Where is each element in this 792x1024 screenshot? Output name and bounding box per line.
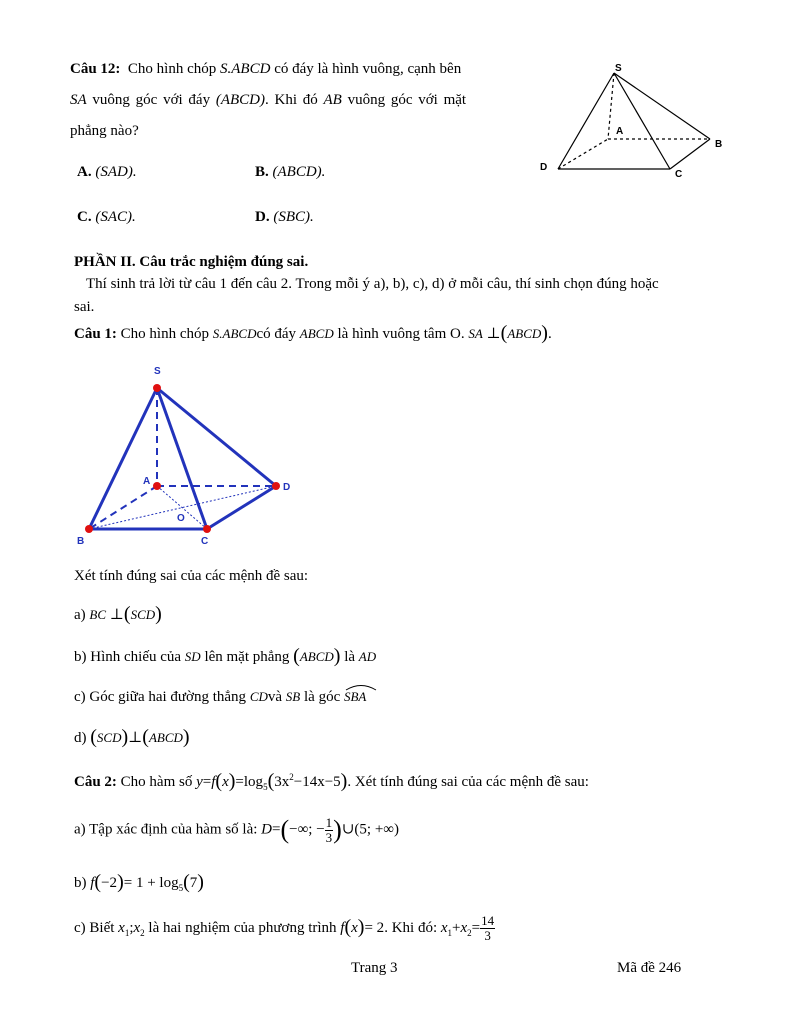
vertex-label-d: D <box>283 482 291 493</box>
vertex-label-d: D <box>540 162 548 173</box>
math-x: x <box>351 919 358 936</box>
c1-text: c) Góc giữa hai đường thẳng <box>74 689 247 705</box>
math-f: f <box>340 919 345 936</box>
math-f: f <box>211 774 216 790</box>
c2-text: Cho hàm số <box>120 774 193 790</box>
vertex-label-o: O <box>177 513 185 524</box>
c1-edge-sa: SA <box>468 326 483 341</box>
perp-symbol: ⊥ <box>486 326 501 342</box>
c2-item-c: c) Biết $x_1;x_2$ là hai nghiệm của phương trình f(x)= 2. Khi đó: $x_1+x_2=$ $\frac{14}{3}$ <box>74 913 495 943</box>
c1-b-line-ad: AD <box>358 649 377 664</box>
math-interval-start: −∞; − <box>289 821 325 838</box>
q12-option-a <box>77 164 137 181</box>
c2-text: c) Biết <box>74 919 115 936</box>
option-label: A. <box>77 164 92 180</box>
c1-base-name: ABCD <box>299 326 334 341</box>
c1-statement: Câu 1: Cho hình chóp S.ABCDcó đáy ABCD là hình vuông tâm O. SA ⊥(ABCD). <box>74 322 552 344</box>
q12-line3 <box>70 123 139 140</box>
q12-line1 <box>70 61 461 78</box>
math-x: x <box>222 774 229 790</box>
vertex-label-s: S <box>154 366 161 377</box>
q12-text: . Khi đó <box>265 92 318 108</box>
math-subscript: 2 <box>467 927 472 938</box>
q12-option-c <box>77 209 136 226</box>
vertex-point-d <box>272 482 280 490</box>
c1-text: và <box>267 689 283 705</box>
c1-text: b) Hình chiếu của <box>74 649 182 665</box>
math-plus: + <box>452 919 461 936</box>
math-x1: x <box>440 919 448 936</box>
q12-plane-abcd: (ABCD) <box>215 92 265 108</box>
c2-item-b: b) $f(-2)= 1 + \log_5(7)$ <box>74 871 204 893</box>
c1-text: lên mặt phẳng <box>204 649 290 665</box>
edge-cb <box>670 139 710 169</box>
edge-sc <box>614 73 670 169</box>
math-rhs: = 1 + log <box>123 875 179 891</box>
math-subscript: 1 <box>124 927 130 938</box>
c1-text: là góc <box>304 689 341 705</box>
math-log: log <box>243 774 264 790</box>
c1-item-a: a) BC ⊥(SCD) <box>74 603 162 625</box>
math-exponent: 2 <box>289 772 294 782</box>
c1-c-line-cd: CD <box>249 689 268 704</box>
math-x2: x <box>460 919 468 936</box>
fraction-denominator: 3 <box>484 928 491 943</box>
math-x1: x <box>118 919 125 936</box>
perp-symbol: ⊥ <box>109 607 124 623</box>
page-number: Trang 3 <box>351 960 398 976</box>
option-value: (SAC). <box>95 209 136 225</box>
vertex-point-s <box>153 384 161 392</box>
fraction-one-third <box>325 816 334 845</box>
c1-c-angle-name: SBA <box>343 689 367 704</box>
fraction-numerator: 1 <box>325 814 333 830</box>
vertex-label-b: B <box>77 536 85 547</box>
c1-prompt: Xét tính đúng sai của các mệnh đề sau: <box>74 568 309 584</box>
math-subscript: 2 <box>140 927 145 938</box>
part2-instruction-line2: sai. <box>74 299 95 315</box>
c1-a-plane-scd: SCD <box>130 607 156 622</box>
q12-pyramid-figure <box>530 55 740 185</box>
c1-text: là hình vuông tâm O. <box>337 326 465 342</box>
log-base: 5 <box>178 883 184 893</box>
vertex-label-c: C <box>201 536 209 547</box>
c2-text: . Xét tính đúng sai của các mệnh đề sau: <box>347 774 589 790</box>
c1-text: có đáy <box>256 326 297 342</box>
angle-arc-icon <box>344 683 378 691</box>
c2-text: a) Tập xác định của hàm số là: <box>74 821 258 838</box>
math-eq: = <box>471 919 481 936</box>
perp-symbol: ⊥ <box>128 730 143 746</box>
math-domain-d: D <box>261 821 272 838</box>
c1-label: Câu 1: <box>74 326 117 342</box>
c1-text: Cho hình chóp <box>120 326 210 342</box>
vertex-label-b: B <box>715 139 723 150</box>
math-f: f <box>90 875 95 891</box>
edge-sb <box>614 73 710 139</box>
c1-b-line-sd: SD <box>184 649 201 664</box>
c2-item-a: a) Tập xác định của hàm số là: D=(−∞; − $\frac{1}{3}$ )∪(5; +∞) <box>74 814 399 845</box>
option-value: (SAD). <box>95 164 137 180</box>
math-arg: 7 <box>189 875 198 891</box>
q12-pyramid-name: S.ABCD <box>220 61 271 77</box>
log-base: 5 <box>263 782 268 792</box>
option-label: B. <box>255 164 269 180</box>
fraction-fourteen-thirds <box>480 914 495 943</box>
q12-label: Câu 12: <box>70 61 121 77</box>
vertex-label-a: A <box>143 476 151 487</box>
exam-code: Mã đề 246 <box>617 960 682 976</box>
q12-text: Cho hình chóp <box>127 61 217 77</box>
math-arg: 3x <box>274 774 290 790</box>
q12-text: phẳng nào? <box>70 123 139 139</box>
c1-d-plane-scd: SCD <box>96 730 122 745</box>
edge-cd <box>207 486 276 529</box>
part2-heading: PHẦN II. Câu trắc nghiệm đúng sai. <box>74 254 309 270</box>
union-symbol: ∪ <box>341 821 355 838</box>
q12-text: có đáy là hình vuông, cạnh bên <box>274 61 462 77</box>
vertex-point-b <box>85 525 93 533</box>
item-label: d) <box>74 730 87 746</box>
part2-instruction-line1: Thí sinh trả lời từ câu 1 đến câu 2. Trong mỗi ý a), b), c), d) ở mỗi câu, thí sinh chọn đúng hoặc <box>86 276 659 292</box>
option-label: D. <box>255 209 270 225</box>
c1-a-line-bc: BC <box>89 607 107 622</box>
math-interval-second: (5; +∞) <box>354 821 399 838</box>
q12-line2 <box>70 92 466 109</box>
option-value: (ABCD). <box>272 164 326 180</box>
c1-item-b: b) Hình chiếu của SD lên mặt phẳng (ABCD) là AD <box>74 645 377 667</box>
option-label: C. <box>77 209 92 225</box>
c1-text: là <box>344 649 356 665</box>
c1-pyramid-name: S.ABCD <box>212 326 257 341</box>
c2-text: . Khi đó: <box>384 919 438 936</box>
c2-label: Câu 2: <box>74 774 117 790</box>
q12-option-d <box>255 209 314 226</box>
math-arg: −2 <box>101 875 118 891</box>
q12-text: vuông góc với mặt <box>347 92 467 108</box>
c1-item-d: d) (SCD)⊥(ABCD) <box>74 726 190 748</box>
item-label: b) <box>74 875 87 891</box>
edge-da <box>558 139 608 169</box>
vertex-label-c: C <box>675 169 683 180</box>
math-arg: −14x−5 <box>293 774 341 790</box>
vertex-label-a: A <box>616 126 624 137</box>
q12-option-b <box>255 164 325 181</box>
item-label: a) <box>74 607 86 623</box>
c1-item-c <box>74 689 366 706</box>
vertex-label-s: S <box>615 63 622 74</box>
math-y: y <box>196 774 203 790</box>
vertex-point-c <box>203 525 211 533</box>
option-value: (SBC). <box>273 209 314 225</box>
c1-c-line-sb: SB <box>285 689 301 704</box>
c2-statement: Câu 2: Cho hàm số $y=f(x)=\log_5(3x^2-14x-5)$. Xét tính đúng sai của các mệnh đề sau: <box>74 770 589 792</box>
math-sep: ; <box>129 919 134 936</box>
q12-text: vuông góc với đáy <box>92 92 211 108</box>
fraction-numerator: 14 <box>481 913 495 928</box>
q12-edge-sa: SA <box>70 92 87 108</box>
vertex-point-a <box>153 482 161 490</box>
q12-edge-ab: AB <box>323 92 342 108</box>
math-eq: = <box>235 774 244 790</box>
math-x2: x <box>133 919 141 936</box>
c1-text: . <box>547 326 552 342</box>
math-eq: = 2 <box>364 919 385 936</box>
c1-d-plane-abcd: ABCD <box>148 730 183 745</box>
c2-text: là hai nghiệm của phương trình <box>148 919 337 936</box>
c1-pyramid-figure <box>68 358 308 553</box>
c1-plane-abcd: ABCD <box>507 326 542 341</box>
fraction-denominator: 3 <box>325 829 333 845</box>
angle-sba <box>344 689 366 706</box>
edge-sd <box>558 73 614 169</box>
c1-b-plane-abcd: ABCD <box>299 649 334 664</box>
math-eq: = <box>202 774 212 790</box>
math-subscript: 1 <box>447 927 453 938</box>
